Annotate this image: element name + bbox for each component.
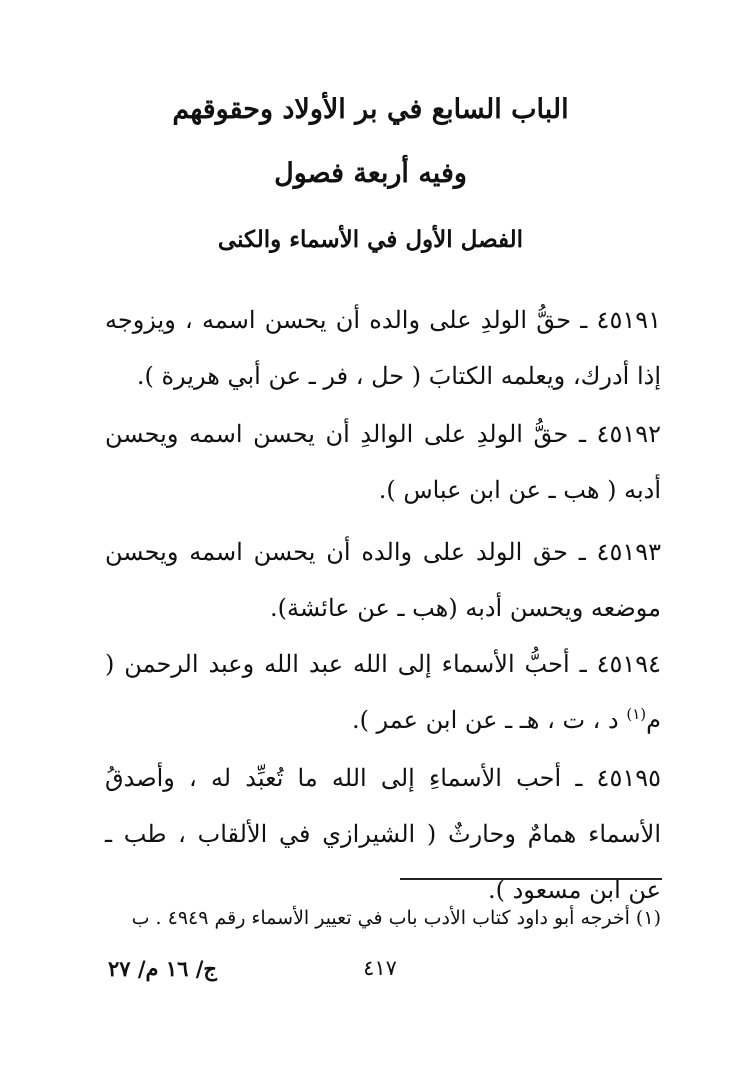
hadith-45195: ٤٥١٩٥ ـ أحب الأسماءِ إلى الله ما تُعبِّد له ، وأصدقُ الأسماء همامٌ وحارثٌ ( الشيرازي في الألقاب ، طب ـ عن ابن مسعود ).	[105, 764, 661, 904]
printer-signature: ج/ ١٦ م/ ٢٧	[108, 956, 217, 981]
hadith-45194-text-end: د ، ت ، هـ ـ عن ابن عمر ).	[351, 706, 627, 734]
hadith-45194-text: ٤٥١٩٤ ـ أحبُّ الأسماء إلى الله عبد الله وعبد الرحمن ( م	[105, 650, 662, 734]
footnote-divider	[400, 878, 662, 880]
hadith-45192: ٤٥١٩٢ ـ حقُّ الولدِ على الوالدِ أن يحسن اسمه ويحسن أدبه ( هب ـ عن ابن عباس ).	[105, 420, 661, 504]
hadith-45191: ٤٥١٩١ ـ حقُّ الولدِ على والده أن يحسن اسمه ، ويزوجه إذا أدرك، ويعلمه الكتابَ ( حل ، فر ـ عن أبي هريرة ).	[105, 306, 661, 390]
sections-count: وفيه أربعة فصول	[274, 158, 467, 189]
footnote-reference[interactable]: (١)	[626, 705, 647, 723]
footnote: (١) أخرجه أبو داود كتاب الأدب باب في تعيير الأسماء رقم ٤٩٤٩ . ب	[131, 907, 661, 929]
chapter-title: الباب السابع في بر الأولاد وحقوقهم	[172, 94, 569, 125]
hadith-45194	[105, 636, 661, 748]
page-number: ٤١٧	[363, 956, 397, 980]
section-title: الفصل الأول في الأسماء والكنى	[217, 226, 524, 253]
hadith-45193: ٤٥١٩٣ ـ حق الولد على والده أن يحسن اسمه ويحسن موضعه ويحسن أدبه (هب ـ عن عائشة).	[105, 538, 661, 622]
